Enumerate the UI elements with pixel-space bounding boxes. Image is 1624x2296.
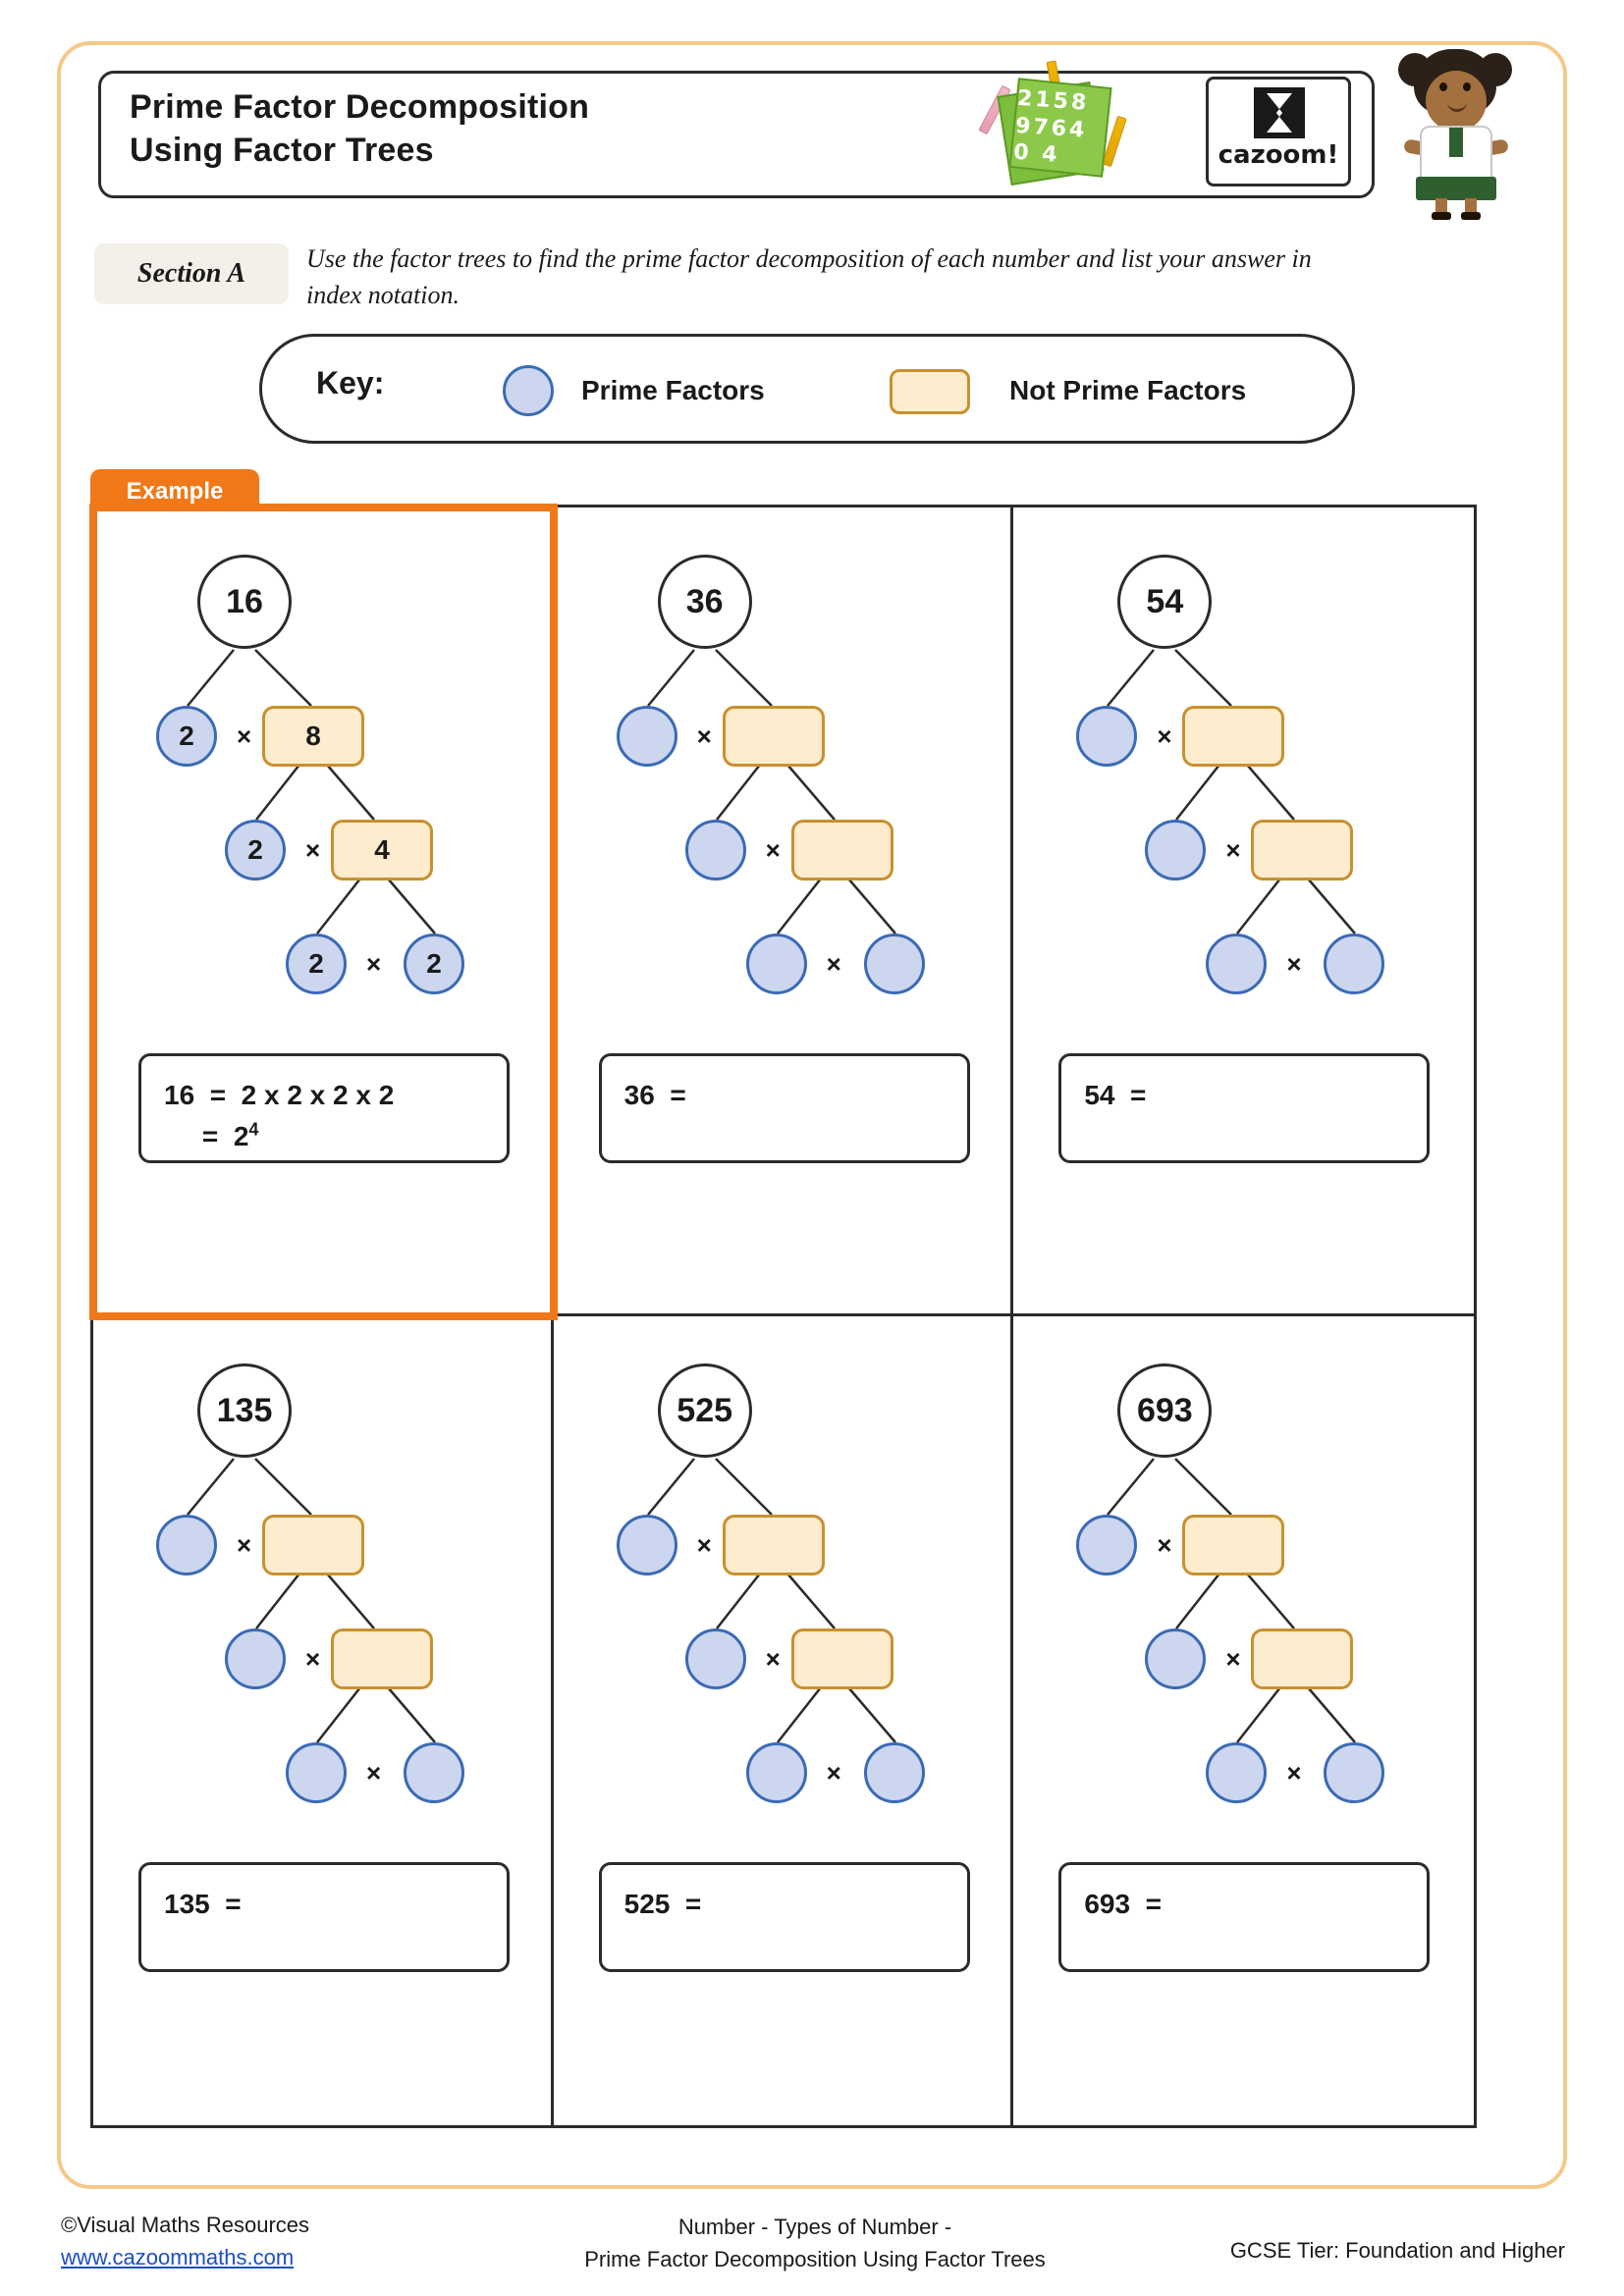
tree-composite-node-1[interactable] <box>723 706 825 767</box>
answer-line-1: 16 = 2 x 2 x 2 x 2 <box>164 1080 395 1110</box>
tree-composite-node-2[interactable]: 4 <box>331 820 433 881</box>
key-label: Key: <box>316 365 385 400</box>
section-label: Section A <box>136 258 246 289</box>
page-title-line2: Using Factor Trees <box>130 131 434 169</box>
page-title-line1: Prime Factor Decomposition <box>130 88 590 126</box>
multiply-sign: × <box>366 1758 382 1788</box>
section-label-pill <box>94 243 289 304</box>
tree-prime-node-3[interactable]: 2 <box>286 934 347 994</box>
answer-text-6: 693 = <box>1084 1889 1162 1919</box>
multiply-sign: × <box>765 1644 781 1674</box>
question-cell-5 <box>554 1316 1014 2125</box>
sticky-note-decoration <box>1000 77 1115 185</box>
multiply-sign: × <box>1157 1530 1172 1560</box>
note-numbers: 2158 9764 0 4 <box>1012 85 1091 168</box>
eye-right <box>1463 82 1471 91</box>
tree-prime-node-2[interactable]: 2 <box>225 820 286 881</box>
tree-prime-node-3[interactable] <box>286 1742 347 1803</box>
multiply-sign: × <box>696 721 712 751</box>
multiply-sign: × <box>305 1644 321 1674</box>
tree-prime-node-3[interactable] <box>1206 1742 1267 1803</box>
tree-prime-node-1[interactable] <box>1076 706 1137 767</box>
multiply-sign: × <box>237 721 252 751</box>
multiply-sign: × <box>366 949 382 979</box>
tree-prime-node-1[interactable] <box>617 1515 677 1575</box>
eye-left <box>1439 82 1447 91</box>
tree-composite-node-1[interactable] <box>1182 706 1284 767</box>
tree-prime-node-1[interactable] <box>156 1515 217 1575</box>
tree-composite-node-2[interactable] <box>791 820 893 881</box>
footer-center-line1: Number - Types of Number - <box>677 2215 952 2239</box>
tree-prime-node-4[interactable]: 2 <box>404 934 464 994</box>
tree-prime-node-4[interactable] <box>1324 934 1384 994</box>
answer-line-2: = 2 <box>201 1121 249 1151</box>
tree-root-node: 36 <box>658 555 752 649</box>
answer-index: 4 <box>248 1119 259 1140</box>
factor-tree-3 <box>1013 507 1474 1313</box>
tree-prime-node-2[interactable] <box>685 1629 746 1689</box>
tree-root-node: 135 <box>197 1363 292 1458</box>
question-cell-6 <box>1013 1316 1474 2125</box>
tree-prime-node-4[interactable] <box>404 1742 464 1803</box>
key-not-prime-label: Not Prime Factors <box>1009 375 1247 405</box>
tree-prime-node-2[interactable] <box>225 1629 286 1689</box>
question-cell-3 <box>1013 507 1474 1316</box>
multiply-sign: × <box>1225 835 1241 865</box>
factor-tree-1 <box>93 507 551 1313</box>
footer-tier: GCSE Tier: Foundation and Higher <box>1229 2238 1565 2263</box>
tree-prime-node-1[interactable] <box>1076 1515 1137 1575</box>
tree-prime-node-3[interactable] <box>1206 934 1267 994</box>
tree-composite-node-2[interactable] <box>791 1629 893 1689</box>
tree-prime-node-3[interactable] <box>746 1742 807 1803</box>
question-cell-1 <box>93 507 554 1316</box>
mascot-avatar <box>1392 47 1520 219</box>
tree-prime-node-1[interactable] <box>617 706 677 767</box>
tree-prime-node-1[interactable]: 2 <box>156 706 217 767</box>
key-prime-swatch <box>503 365 554 416</box>
tree-composite-node-1[interactable] <box>1182 1515 1284 1575</box>
shoe-left <box>1432 212 1451 220</box>
tree-root-node: 54 <box>1117 555 1212 649</box>
factor-tree-6 <box>1013 1316 1474 2125</box>
tree-root-node: 16 <box>197 555 292 649</box>
multiply-sign: × <box>1225 1644 1241 1674</box>
example-tag-label: Example <box>126 478 224 505</box>
factor-tree-2 <box>554 507 1011 1313</box>
factor-tree-5 <box>554 1316 1011 2125</box>
footer <box>0 2207 1624 2295</box>
tree-composite-node-1[interactable]: 8 <box>262 706 364 767</box>
face <box>1426 71 1487 132</box>
key-not-prime-swatch <box>890 369 970 414</box>
tree-prime-node-2[interactable] <box>1145 820 1206 881</box>
answer-text-3: 54 = <box>1084 1080 1147 1110</box>
question-cell-4 <box>93 1316 554 2125</box>
tree-prime-node-3[interactable] <box>746 934 807 994</box>
multiply-sign: × <box>1286 1758 1302 1788</box>
tree-prime-node-4[interactable] <box>1324 1742 1384 1803</box>
footer-copyright: ©Visual Maths Resources <box>61 2213 310 2237</box>
section-instruction: Use the factor trees to find the prime factor decomposition of each number and list your answer in index notation. <box>306 244 1312 309</box>
tree-prime-node-4[interactable] <box>864 1742 925 1803</box>
multiply-sign: × <box>826 949 841 979</box>
logo-text: cazoom! <box>1218 140 1339 170</box>
answer-text-5: 525 = <box>623 1889 702 1919</box>
multiply-sign: × <box>1286 949 1302 979</box>
tree-composite-node-2[interactable] <box>1251 820 1353 881</box>
key-prime-label: Prime Factors <box>581 375 765 405</box>
factor-tree-4 <box>93 1316 551 2125</box>
tree-prime-node-2[interactable] <box>685 820 746 881</box>
multiply-sign: × <box>696 1530 712 1560</box>
tree-composite-node-1[interactable] <box>723 1515 825 1575</box>
tree-composite-node-1[interactable] <box>262 1515 364 1575</box>
tie <box>1449 128 1463 157</box>
hourglass-icon <box>1254 87 1305 138</box>
question-grid <box>90 505 1477 2128</box>
footer-website-link[interactable]: www.cazoommaths.com <box>61 2245 295 2269</box>
footer-center <box>491 2211 1139 2275</box>
footer-center-line2: Prime Factor Decomposition Using Factor Trees <box>584 2247 1046 2271</box>
page-title <box>130 86 876 172</box>
multiply-sign: × <box>237 1530 252 1560</box>
tree-root-node: 693 <box>1117 1363 1212 1458</box>
multiply-sign: × <box>305 835 321 865</box>
multiply-sign: × <box>826 1758 841 1788</box>
multiply-sign: × <box>1157 721 1172 751</box>
footer-left <box>61 2209 309 2273</box>
tree-root-node: 525 <box>658 1363 752 1458</box>
tree-prime-node-4[interactable] <box>864 934 925 994</box>
tree-prime-node-2[interactable] <box>1145 1629 1206 1689</box>
cazoom-logo <box>1206 77 1351 187</box>
skirt <box>1416 177 1496 200</box>
answer-text-1 <box>164 1075 394 1157</box>
shoe-right <box>1461 212 1481 220</box>
answer-text-2: 36 = <box>623 1080 686 1110</box>
question-cell-2 <box>554 507 1014 1316</box>
tree-composite-node-2[interactable] <box>1251 1629 1353 1689</box>
tree-composite-node-2[interactable] <box>331 1629 433 1689</box>
answer-text-4: 135 = <box>164 1889 242 1919</box>
multiply-sign: × <box>765 835 781 865</box>
